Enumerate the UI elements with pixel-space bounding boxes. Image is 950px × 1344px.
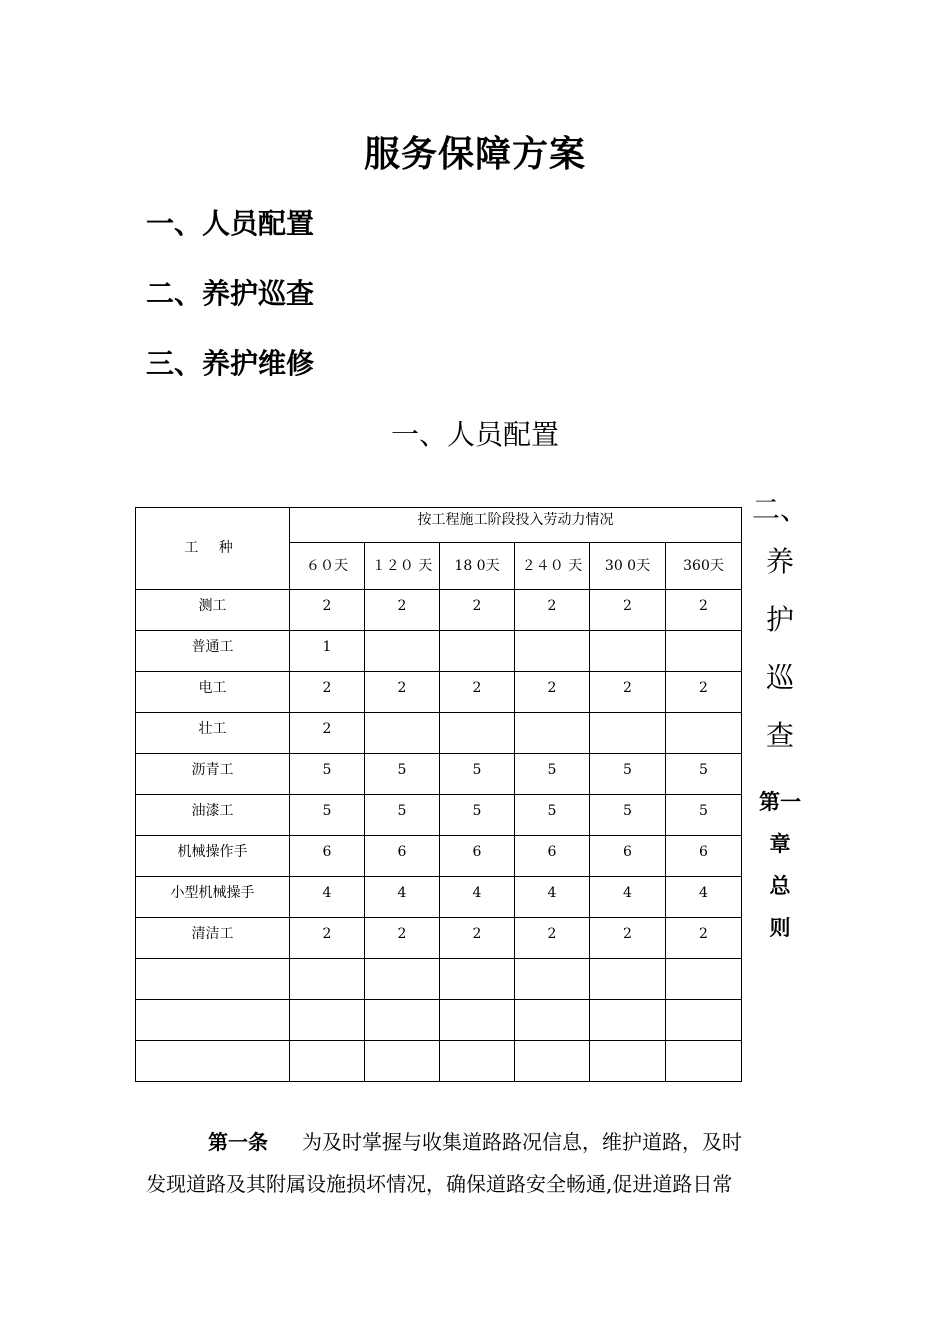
table-row xyxy=(136,959,742,1000)
headcount-cell: 4 xyxy=(290,877,365,918)
headcount-cell: 1 xyxy=(290,631,365,672)
headcount-cell: 4 xyxy=(666,877,742,918)
headcount-cell: 2 xyxy=(290,713,365,754)
article-1-label: 第一条 xyxy=(208,1130,268,1154)
headcount-cell xyxy=(515,713,590,754)
table-row xyxy=(136,795,742,836)
headcount-cell: 2 xyxy=(365,590,440,631)
headcount-cell: 2 xyxy=(290,918,365,959)
headcount-cell xyxy=(365,1000,440,1041)
section-heading-char: 查 xyxy=(765,719,794,752)
headcount-cell: 2 xyxy=(365,672,440,713)
worker-type-cell xyxy=(136,959,290,1000)
table-row xyxy=(136,754,742,795)
headcount-cell xyxy=(440,631,515,672)
period-header: ２４０ 天 xyxy=(515,543,590,590)
headcount-cell xyxy=(666,959,742,1000)
headcount-cell xyxy=(365,631,440,672)
article-1 xyxy=(146,1121,806,1205)
chapter-heading-line: 章 xyxy=(769,831,791,856)
table-row xyxy=(136,631,742,672)
headcount-cell xyxy=(590,1000,666,1041)
headcount-cell xyxy=(440,713,515,754)
chapter-heading-line: 总 xyxy=(769,873,791,898)
worker-type-cell: 小型机械操手 xyxy=(136,877,290,918)
headcount-cell: 2 xyxy=(666,918,742,959)
headcount-cell: 4 xyxy=(440,877,515,918)
worker-type-cell xyxy=(136,1041,290,1082)
section-heading-staffing: 一、人员配置 xyxy=(390,418,559,451)
headcount-cell: 5 xyxy=(290,754,365,795)
section-heading-char: 护 xyxy=(765,603,794,636)
headcount-cell: 5 xyxy=(590,795,666,836)
headcount-cell: 5 xyxy=(365,754,440,795)
chapter-heading-line: 第一 xyxy=(759,789,801,814)
worker-type-cell: 壮工 xyxy=(136,713,290,754)
headcount-cell xyxy=(290,1041,365,1082)
table-row xyxy=(136,1041,742,1082)
document-title: 服务保障方案 xyxy=(363,133,586,175)
headcount-cell: 4 xyxy=(365,877,440,918)
table-row xyxy=(136,918,742,959)
headcount-cell xyxy=(590,713,666,754)
worker-type-cell: 油漆工 xyxy=(136,795,290,836)
headcount-cell: 6 xyxy=(290,836,365,877)
table-row xyxy=(136,713,742,754)
worker-type-cell: 测工 xyxy=(136,590,290,631)
headcount-cell: 2 xyxy=(590,918,666,959)
period-header: １２０ 天 xyxy=(365,543,440,590)
headcount-cell xyxy=(440,1041,515,1082)
headcount-cell xyxy=(365,959,440,1000)
worker-type-cell: 电工 xyxy=(136,672,290,713)
headcount-cell: 6 xyxy=(365,836,440,877)
headcount-cell xyxy=(590,631,666,672)
headcount-cell xyxy=(440,1000,515,1041)
headcount-cell: 2 xyxy=(515,918,590,959)
headcount-cell: 2 xyxy=(365,918,440,959)
headcount-cell xyxy=(290,1000,365,1041)
headcount-cell xyxy=(515,631,590,672)
headcount-cell: 2 xyxy=(440,590,515,631)
toc-item-repair: 三、养护维修 xyxy=(146,347,315,380)
headcount-cell: 2 xyxy=(590,672,666,713)
headcount-cell: 5 xyxy=(515,754,590,795)
period-header: 30 0天 xyxy=(590,543,666,590)
headcount-cell: 6 xyxy=(440,836,515,877)
headcount-cell: 5 xyxy=(440,754,515,795)
table-row xyxy=(136,1000,742,1041)
headcount-cell xyxy=(365,713,440,754)
headcount-cell: 5 xyxy=(290,795,365,836)
headcount-cell: 2 xyxy=(590,590,666,631)
headcount-cell xyxy=(590,1041,666,1082)
toc-item-patrol: 二、养护巡查 xyxy=(146,277,315,310)
headcount-cell: 5 xyxy=(666,795,742,836)
labor-group-header: 按工程施工阶段投入劳动力情况 xyxy=(290,508,742,543)
headcount-cell: 2 xyxy=(515,672,590,713)
table-row xyxy=(136,590,742,631)
chapter-heading-line: 则 xyxy=(769,915,791,940)
headcount-cell xyxy=(666,1041,742,1082)
headcount-cell xyxy=(590,959,666,1000)
headcount-cell: 5 xyxy=(440,795,515,836)
headcount-cell xyxy=(666,713,742,754)
headcount-cell xyxy=(440,959,515,1000)
headcount-cell: 5 xyxy=(365,795,440,836)
headcount-cell: 4 xyxy=(590,877,666,918)
headcount-cell: 6 xyxy=(515,836,590,877)
labor-table xyxy=(135,507,742,1082)
section-heading-char: 巡 xyxy=(765,661,794,694)
worker-type-cell: 清洁工 xyxy=(136,918,290,959)
worker-type-cell: 普通工 xyxy=(136,631,290,672)
headcount-cell xyxy=(515,959,590,1000)
headcount-cell: 2 xyxy=(666,672,742,713)
table-row xyxy=(136,836,742,877)
toc-item-staffing: 一、人员配置 xyxy=(146,207,315,240)
headcount-cell: 5 xyxy=(590,754,666,795)
article-1-line2: 发现道路及其附属设施损坏情况，确保道路安全畅通,促进道路日常 xyxy=(146,1172,733,1196)
headcount-cell: 4 xyxy=(515,877,590,918)
table-row xyxy=(136,877,742,918)
worker-type-cell xyxy=(136,1000,290,1041)
headcount-cell: 6 xyxy=(666,836,742,877)
headcount-cell xyxy=(515,1041,590,1082)
headcount-cell: 5 xyxy=(666,754,742,795)
headcount-cell: 2 xyxy=(290,590,365,631)
headcount-cell: 2 xyxy=(440,672,515,713)
section-heading-char: 二、 xyxy=(752,493,809,526)
headcount-cell xyxy=(666,1000,742,1041)
headcount-cell: 6 xyxy=(590,836,666,877)
headcount-cell xyxy=(515,1000,590,1041)
headcount-cell: 2 xyxy=(290,672,365,713)
headcount-cell: 2 xyxy=(515,590,590,631)
worker-type-cell: 机械操作手 xyxy=(136,836,290,877)
section-heading-char: 养 xyxy=(765,545,794,578)
period-header: ６０天 xyxy=(290,543,365,590)
headcount-cell xyxy=(290,959,365,1000)
headcount-cell: 5 xyxy=(515,795,590,836)
worker-type-cell: 沥青工 xyxy=(136,754,290,795)
type-column-header: 工 种 xyxy=(136,508,290,590)
headcount-cell xyxy=(666,631,742,672)
period-header: 360天 xyxy=(666,543,742,590)
headcount-cell: 2 xyxy=(440,918,515,959)
table-row xyxy=(136,672,742,713)
headcount-cell: 2 xyxy=(666,590,742,631)
article-1-line1: 为及时掌握与收集道路路况信息，维护道路，及时 xyxy=(302,1130,742,1154)
headcount-cell xyxy=(365,1041,440,1082)
period-header: 18 0天 xyxy=(440,543,515,590)
